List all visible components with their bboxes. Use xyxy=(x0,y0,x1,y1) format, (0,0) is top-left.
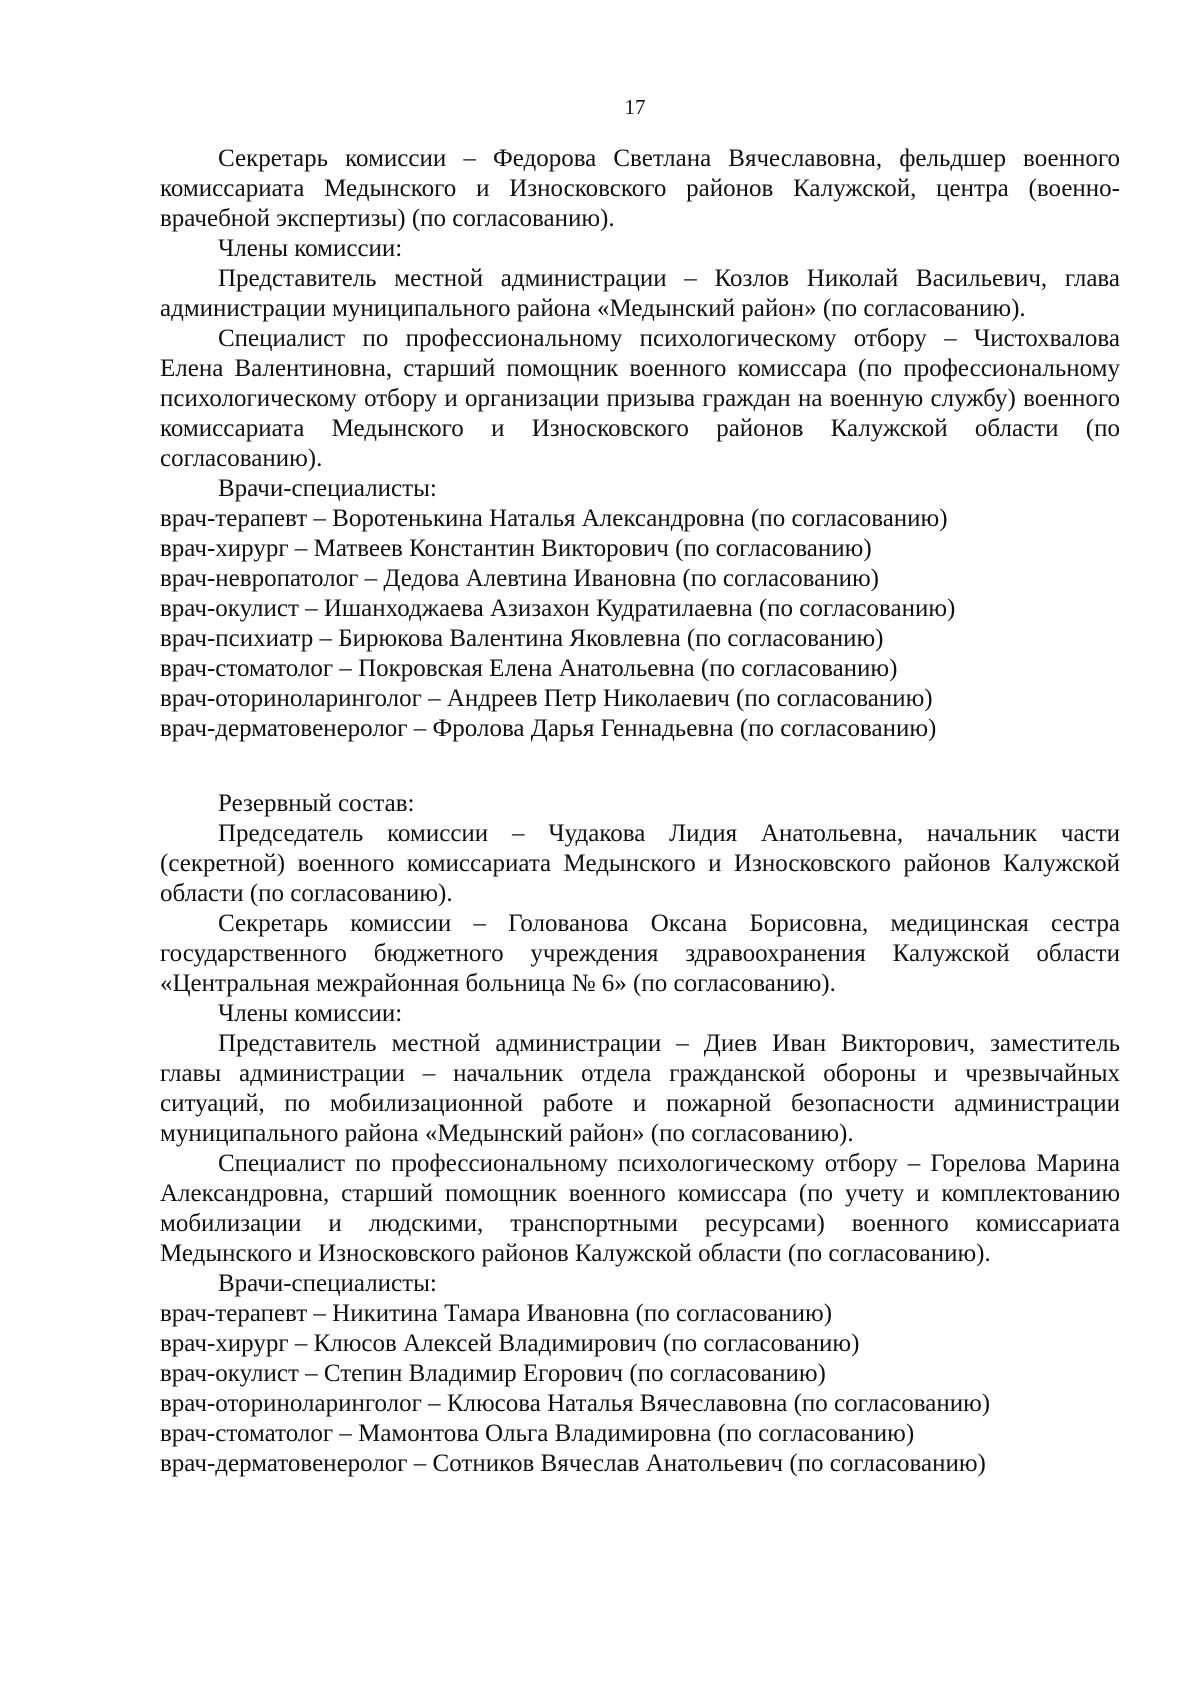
doctor-line: врач-терапевт – Воротенькина Наталья Александровна (по согласованию) xyxy=(160,505,948,532)
main-members-label: Члены комиссии: xyxy=(218,235,403,262)
section-spacer xyxy=(160,744,1120,789)
main-admin-representative-paragraph: Представитель местной администрации – Козлов Николай Васильевич, глава администрации муниципального района «Медынский район» (по согласованию). xyxy=(160,265,1120,322)
main-psychology-specialist-paragraph: Специалист по профессиональному психологическому отбору – Чистохвалова Елена Валентиновна, старший помощник военного комиссара (по профессиональному психологическому отбору и организации призыва граждан на военную службу) военного комиссариата Медынского и Износковского районов Калужской области (по согласованию). xyxy=(160,325,1120,472)
doctor-line: врач-психиатр – Бирюкова Валентина Яковлевна (по согласованию) xyxy=(160,625,884,652)
reserve-chairman-paragraph: Председатель комиссии – Чудакова Лидия Анатольевна, начальник части (секретной) военного комиссариата Медынского и Износковского районов Калужской области (по согласованию). xyxy=(160,820,1120,907)
doctor-line: врач-терапевт – Никитина Тамара Ивановна (по согласованию) xyxy=(160,1300,833,1327)
page-number: 17 xyxy=(624,95,646,119)
main-doctors-list xyxy=(160,504,1120,744)
reserve-label: Резервный состав: xyxy=(218,790,415,817)
doctor-line: врач-оториноларинголог – Андреев Петр Николаевич (по согласованию) xyxy=(160,685,933,712)
doctor-line: врач-окулист – Ишанходжаева Азизахон Кудратилаевна (по согласованию) xyxy=(160,595,956,622)
doctor-line: врач-стоматолог – Мамонтова Ольга Владимировна (по согласованию) xyxy=(160,1420,915,1447)
main-secretary-paragraph: Секретарь комиссии – Федорова Светлана Вячеславовна, фельдшер военного комиссариата Медынского и Износковского районов Калужской, центра (военно-врачебной экспертизы) (по согласованию). xyxy=(160,145,1120,232)
reserve-doctors-list xyxy=(160,1299,1120,1479)
reserve-members-label: Члены комиссии: xyxy=(218,1000,403,1027)
doctor-line: врач-стоматолог – Покровская Елена Анатольевна (по согласованию) xyxy=(160,655,898,682)
reserve-secretary-paragraph: Секретарь комиссии – Голованова Оксана Борисовна, медицинская сестра государственного бюджетного учреждения здравоохранения Калужской области «Центральная межрайонная больница № 6» (по согласованию). xyxy=(160,910,1120,997)
reserve-doctors-label: Врачи-специалисты: xyxy=(218,1270,437,1297)
doctor-line: врач-невропатолог – Дедова Алевтина Ивановна (по согласованию) xyxy=(160,565,879,592)
document-body xyxy=(160,144,1120,1479)
doctor-line: врач-дерматовенеролог – Сотников Вячеслав Анатольевич (по согласованию) xyxy=(160,1450,986,1477)
doctor-line: врач-окулист – Степин Владимир Егорович (по согласованию) xyxy=(160,1360,826,1387)
reserve-psychology-specialist-paragraph: Специалист по профессиональному психологическому отбору – Горелова Марина Александровна, старший помощник военного комиссара (по учету и комплектованию мобилизации и людскими, транспортными ресурсами) военного комиссариата Медынского и Износковского районов Калужской области (по согласованию). xyxy=(160,1150,1120,1267)
doctor-line: врач-хирург – Матвеев Константин Викторович (по согласованию) xyxy=(160,535,872,562)
main-doctors-label: Врачи-специалисты: xyxy=(218,475,437,502)
doctor-line: врач-хирург – Клюсов Алексей Владимирович (по согласованию) xyxy=(160,1330,860,1357)
reserve-admin-representative-paragraph: Представитель местной администрации – Диев Иван Викторович, заместитель главы администрации – начальник отдела гражданской обороны и чрезвычайных ситуаций, по мобилизационной работе и пожарной безопасности администрации муниципального района «Медынский район» (по согласованию). xyxy=(160,1030,1120,1147)
doctor-line: врач-дерматовенеролог – Фролова Дарья Геннадьевна (по согласованию) xyxy=(160,715,937,742)
doctor-line: врач-оториноларинголог – Клюсова Наталья Вячеславовна (по согласованию) xyxy=(160,1390,991,1417)
